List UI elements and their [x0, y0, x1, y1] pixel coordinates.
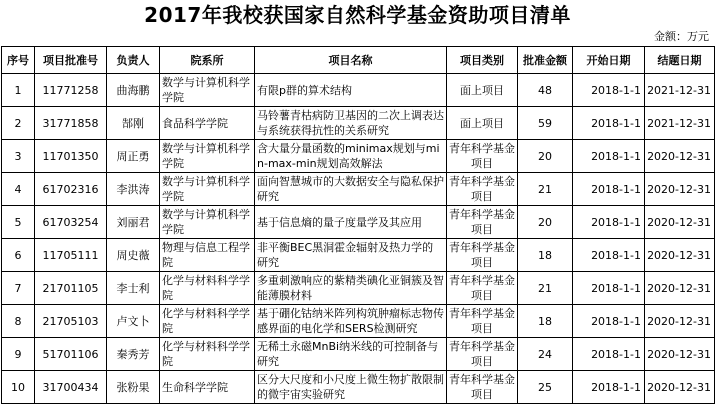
cell-approval-no: 51701106: [35, 338, 107, 371]
cell-category: 青年科学基金项目: [447, 206, 518, 239]
cell-category: 青年科学基金项目: [447, 272, 518, 305]
col-header-approval-no: 项目批准号: [35, 47, 107, 74]
cell-project-name: 非平衡BEC黑洞霍金辐射及热力学的研究: [255, 239, 447, 272]
cell-approval-no: 21701105: [35, 272, 107, 305]
cell-project-name: 无稀土永磁MnBi纳米线的可控制备与研究: [255, 338, 447, 371]
cell-approval-no: 21705103: [35, 305, 107, 338]
table-row: [2, 371, 715, 404]
cell-end-date: 2020-12-31: [645, 239, 715, 272]
cell-approval-no: 31771858: [35, 107, 107, 140]
cell-category: 青年科学基金项目: [447, 371, 518, 404]
cell-project-name: 面向智慧城市的大数据安全与隐私保护研究: [255, 173, 447, 206]
cell-pi: 李士利: [107, 272, 160, 305]
cell-category: 面上项目: [447, 74, 518, 107]
cell-project-name: 马铃薯青枯病防卫基因的二次上调表达与系统获得抗性的关系研究: [255, 107, 447, 140]
cell-index: 2: [2, 107, 35, 140]
col-header-category: 项目类别: [447, 47, 518, 74]
cell-start-date: 2018-1-1: [573, 272, 645, 305]
cell-amount: 20: [518, 140, 573, 173]
col-header-index: 序号: [2, 47, 35, 74]
cell-category: 青年科学基金项目: [447, 338, 518, 371]
cell-pi: 曲海鹏: [107, 74, 160, 107]
col-header-project-name: 项目名称: [255, 47, 447, 74]
cell-pi: 张粉果: [107, 371, 160, 404]
cell-project-name: 多重刺激响应的紫精类碘化亚铜簇及智能薄膜材料: [255, 272, 447, 305]
cell-start-date: 2018-1-1: [573, 107, 645, 140]
cell-approval-no: 31700434: [35, 371, 107, 404]
table-row: [2, 74, 715, 107]
cell-amount: 21: [518, 272, 573, 305]
table-row: [2, 239, 715, 272]
cell-start-date: 2018-1-1: [573, 371, 645, 404]
cell-amount: 18: [518, 305, 573, 338]
col-header-department: 院系所: [160, 47, 255, 74]
unit-label: 金额：万元: [654, 30, 709, 43]
cell-project-name: 有限p群的算术结构: [255, 74, 447, 107]
cell-approval-no: 11771258: [35, 74, 107, 107]
cell-department: 食品科学学院: [160, 107, 255, 140]
cell-index: 9: [2, 338, 35, 371]
cell-index: 8: [2, 305, 35, 338]
table-row: [2, 305, 715, 338]
cell-pi: 秦秀芳: [107, 338, 160, 371]
table-row: [2, 206, 715, 239]
col-header-start-date: 开始日期: [573, 47, 645, 74]
cell-end-date: 2020-12-31: [645, 338, 715, 371]
cell-end-date: 2021-12-31: [645, 107, 715, 140]
cell-category: 青年科学基金项目: [447, 140, 518, 173]
page-title: 2017年我校获国家自然科学基金资助项目清单: [144, 3, 571, 27]
cell-end-date: 2020-12-31: [645, 371, 715, 404]
cell-department: 物理与信息工程学院: [160, 239, 255, 272]
col-header-amount: 批准金额: [518, 47, 573, 74]
cell-department: 化学与材料科学学院: [160, 272, 255, 305]
cell-index: 3: [2, 140, 35, 173]
cell-project-name: 区分大尺度和小尺度上微生物扩散限制的微宇宙实验研究: [255, 371, 447, 404]
projects-table: [1, 46, 715, 404]
cell-index: 4: [2, 173, 35, 206]
cell-department: 数学与计算机科学学院: [160, 74, 255, 107]
cell-start-date: 2018-1-1: [573, 140, 645, 173]
cell-amount: 25: [518, 371, 573, 404]
cell-amount: 20: [518, 206, 573, 239]
cell-index: 1: [2, 74, 35, 107]
cell-department: 数学与计算机科学学院: [160, 206, 255, 239]
cell-department: 生命科学学院: [160, 371, 255, 404]
cell-category: 青年科学基金项目: [447, 173, 518, 206]
cell-project-name: 基于硼化钴纳米阵列构筑肿瘤标志物传感界面的电化学和SERS检测研究: [255, 305, 447, 338]
cell-amount: 48: [518, 74, 573, 107]
table-row: [2, 173, 715, 206]
cell-end-date: 2020-12-31: [645, 305, 715, 338]
cell-approval-no: 61703254: [35, 206, 107, 239]
cell-category: 青年科学基金项目: [447, 305, 518, 338]
cell-index: 6: [2, 239, 35, 272]
cell-approval-no: 61702316: [35, 173, 107, 206]
cell-index: 10: [2, 371, 35, 404]
cell-approval-no: 11705111: [35, 239, 107, 272]
cell-amount: 59: [518, 107, 573, 140]
cell-end-date: 2021-12-31: [645, 74, 715, 107]
cell-approval-no: 11701350: [35, 140, 107, 173]
cell-pi: 卢文卜: [107, 305, 160, 338]
cell-end-date: 2020-12-31: [645, 206, 715, 239]
cell-department: 化学与材料科学学院: [160, 305, 255, 338]
table-row: [2, 272, 715, 305]
cell-start-date: 2018-1-1: [573, 206, 645, 239]
cell-end-date: 2020-12-31: [645, 140, 715, 173]
cell-pi: 刘丽君: [107, 206, 160, 239]
cell-pi: 郜刚: [107, 107, 160, 140]
cell-start-date: 2018-1-1: [573, 74, 645, 107]
cell-pi: 李洪涛: [107, 173, 160, 206]
cell-end-date: 2020-12-31: [645, 272, 715, 305]
table-row: [2, 140, 715, 173]
cell-category: 面上项目: [447, 107, 518, 140]
col-header-pi: 负责人: [107, 47, 160, 74]
cell-project-name: 含大量分量函数的minimax规划与min-max-min规划高效解法: [255, 140, 447, 173]
cell-end-date: 2020-12-31: [645, 173, 715, 206]
cell-pi: 周正勇: [107, 140, 160, 173]
table-row: [2, 338, 715, 371]
cell-project-name: 基于信息熵的量子度量学及其应用: [255, 206, 447, 239]
cell-index: 7: [2, 272, 35, 305]
cell-department: 化学与材料科学学院: [160, 338, 255, 371]
cell-start-date: 2018-1-1: [573, 239, 645, 272]
cell-amount: 21: [518, 173, 573, 206]
cell-start-date: 2018-1-1: [573, 305, 645, 338]
table-row: [2, 107, 715, 140]
header-row: [2, 47, 715, 74]
cell-start-date: 2018-1-1: [573, 338, 645, 371]
col-header-end-date: 结题日期: [645, 47, 715, 74]
cell-department: 数学与计算机科学学院: [160, 140, 255, 173]
cell-category: 青年科学基金项目: [447, 239, 518, 272]
cell-pi: 周史薇: [107, 239, 160, 272]
cell-index: 5: [2, 206, 35, 239]
cell-amount: 18: [518, 239, 573, 272]
cell-amount: 24: [518, 338, 573, 371]
cell-department: 数学与计算机科学学院: [160, 173, 255, 206]
cell-start-date: 2018-1-1: [573, 173, 645, 206]
